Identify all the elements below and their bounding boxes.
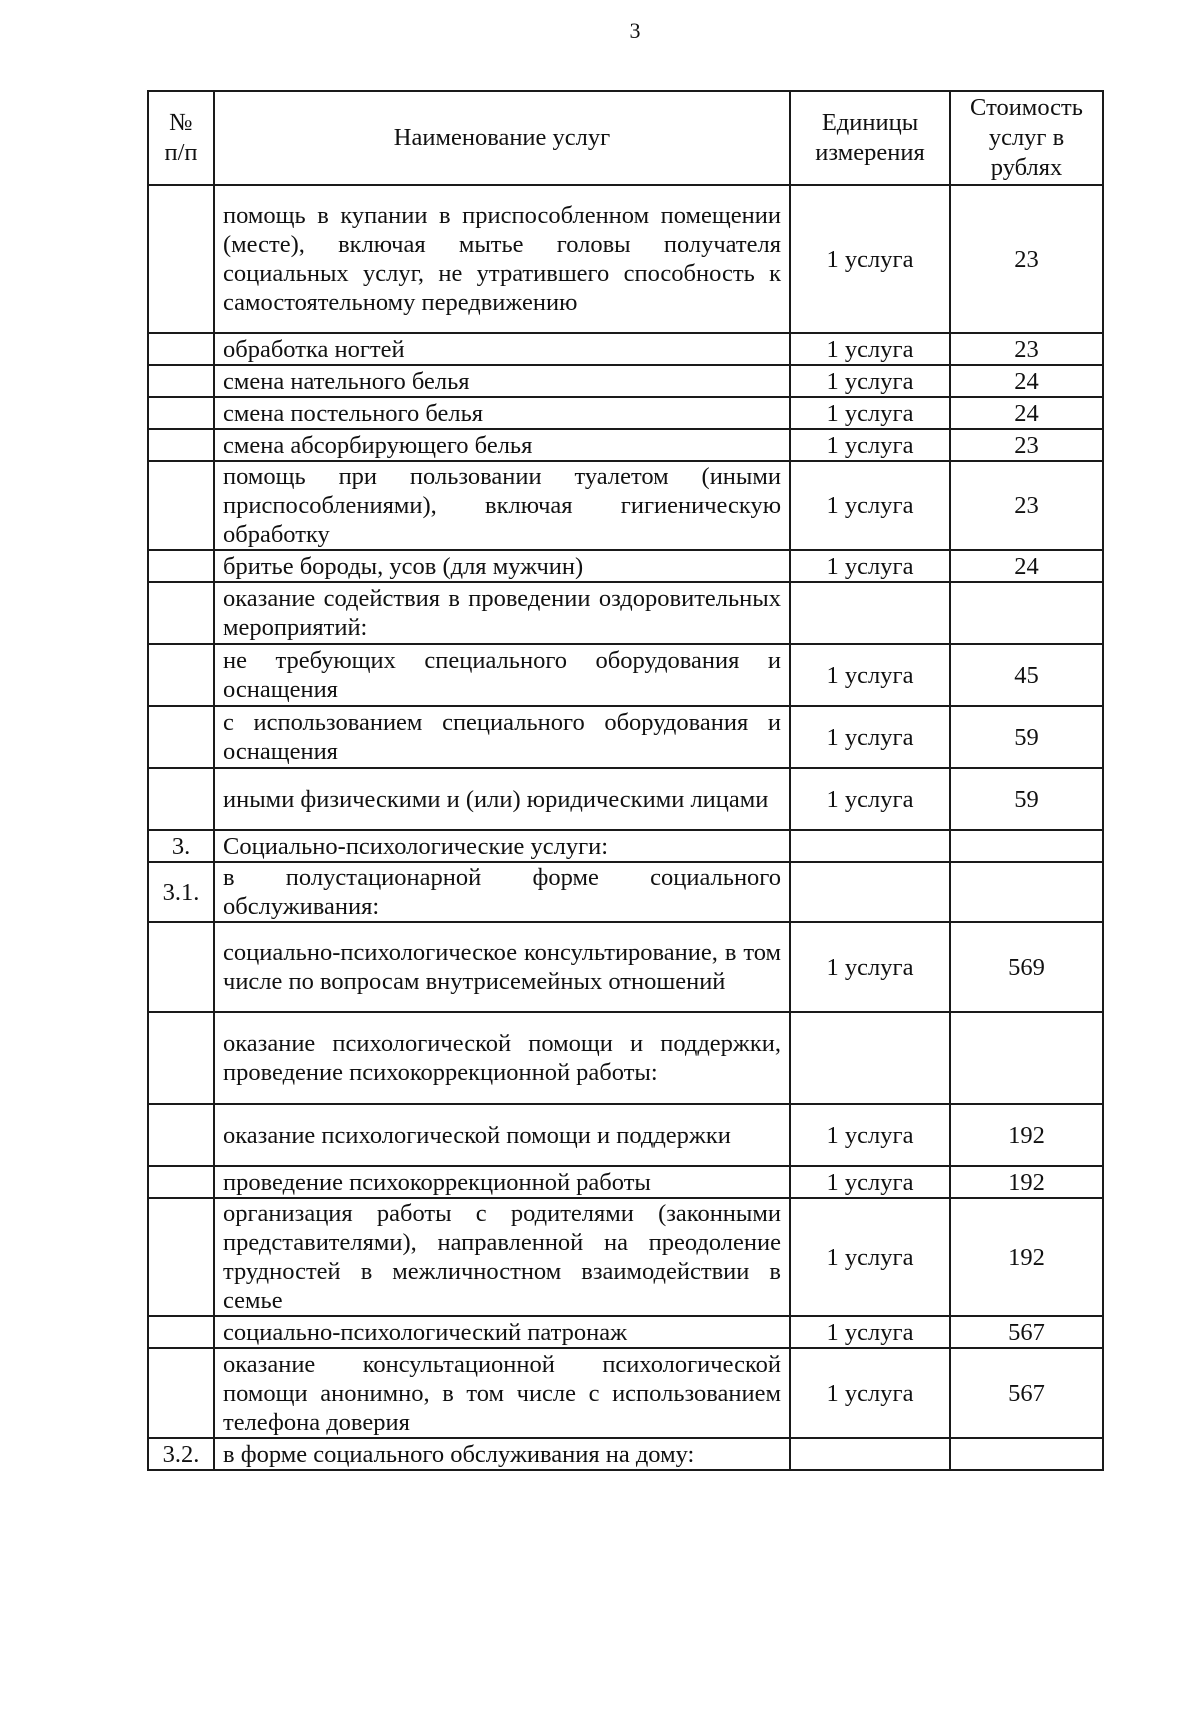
row-number-cell (148, 582, 214, 644)
unit-cell: 1 услуга (790, 1316, 950, 1348)
table-row (148, 365, 1103, 397)
price-cell: 192 (950, 1104, 1103, 1166)
table-row (148, 862, 1103, 922)
row-number-cell (148, 1198, 214, 1316)
unit-cell: 1 услуга (790, 550, 950, 582)
row-number-cell (148, 550, 214, 582)
row-number-cell: 3.1. (148, 862, 214, 922)
row-number-cell (148, 365, 214, 397)
row-number-cell (148, 1316, 214, 1348)
header-price: Стоимость услуг в рублях (950, 91, 1103, 185)
price-cell: 567 (950, 1316, 1103, 1348)
unit-cell (790, 830, 950, 862)
table-row (148, 768, 1103, 830)
row-number-cell (148, 397, 214, 429)
unit-cell: 1 услуга (790, 1348, 950, 1438)
service-name-cell: смена нательного белья (214, 365, 790, 397)
service-name-cell: смена абсорбирующего белья (214, 429, 790, 461)
table-row (148, 706, 1103, 768)
unit-cell: 1 услуга (790, 922, 950, 1012)
service-name-cell: помощь при пользовании туалетом (иными приспособлениями), включая гигиеническую обработку (214, 461, 790, 550)
price-cell: 23 (950, 185, 1103, 333)
header-num: № п/п (148, 91, 214, 185)
unit-cell: 1 услуга (790, 706, 950, 768)
table-row (148, 922, 1103, 1012)
table-row (148, 1166, 1103, 1198)
price-cell: 59 (950, 768, 1103, 830)
service-name-cell: Социально-психологические услуги: (214, 830, 790, 862)
unit-cell: 1 услуга (790, 1198, 950, 1316)
unit-cell: 1 услуга (790, 461, 950, 550)
price-cell: 23 (950, 429, 1103, 461)
service-name-cell: в форме социального обслуживания на дому: (214, 1438, 790, 1470)
row-number-cell (148, 1348, 214, 1438)
price-cell: 45 (950, 644, 1103, 706)
service-name-cell: помощь в купании в приспособленном помещении (месте), включая мытье головы получателя социальных услуг, не утратившего способность к самостоятельному передвижению (214, 185, 790, 333)
price-cell (950, 1438, 1103, 1470)
table-row (148, 644, 1103, 706)
row-number-cell (148, 706, 214, 768)
row-number-cell (148, 922, 214, 1012)
table-row (148, 461, 1103, 550)
service-name-cell: социально-психологический патронаж (214, 1316, 790, 1348)
row-number-cell (148, 1166, 214, 1198)
table-row (148, 582, 1103, 644)
table-row (148, 1104, 1103, 1166)
service-name-cell: смена постельного белья (214, 397, 790, 429)
price-cell (950, 862, 1103, 922)
unit-cell: 1 услуга (790, 429, 950, 461)
price-cell: 567 (950, 1348, 1103, 1438)
unit-cell (790, 1012, 950, 1104)
price-cell: 23 (950, 333, 1103, 365)
table-row (148, 333, 1103, 365)
table-header-row (148, 91, 1103, 185)
service-name-cell: оказание содействия в проведении оздоровительных мероприятий: (214, 582, 790, 644)
unit-cell: 1 услуга (790, 185, 950, 333)
page-number: 3 (629, 18, 641, 43)
table-row (148, 185, 1103, 333)
price-cell: 569 (950, 922, 1103, 1012)
row-number-cell (148, 1104, 214, 1166)
table-row (148, 429, 1103, 461)
service-name-cell: социально-психологическое консультирование, в том числе по вопросам внутрисемейных отношений (214, 922, 790, 1012)
price-cell: 23 (950, 461, 1103, 550)
unit-cell: 1 услуга (790, 768, 950, 830)
row-number-cell (148, 461, 214, 550)
row-number-cell: 3. (148, 830, 214, 862)
row-number-cell (148, 644, 214, 706)
service-name-cell: с использованием специального оборудования и оснащения (214, 706, 790, 768)
header-unit: Единицы измерения (790, 91, 950, 185)
service-name-cell: иными физическими и (или) юридическими лицами (214, 768, 790, 830)
service-name-cell: в полустационарной форме социального обслуживания: (214, 862, 790, 922)
service-name-cell: оказание психологической помощи и поддержки, проведение психокоррекционной работы: (214, 1012, 790, 1104)
unit-cell: 1 услуга (790, 333, 950, 365)
service-name-cell: проведение психокоррекционной работы (214, 1166, 790, 1198)
service-name-cell: обработка ногтей (214, 333, 790, 365)
unit-cell: 1 услуга (790, 365, 950, 397)
unit-cell: 1 услуга (790, 397, 950, 429)
table-row (148, 830, 1103, 862)
price-cell: 59 (950, 706, 1103, 768)
price-cell: 192 (950, 1166, 1103, 1198)
table-row (148, 1316, 1103, 1348)
unit-cell (790, 582, 950, 644)
row-number-cell (148, 429, 214, 461)
unit-cell: 1 услуга (790, 1104, 950, 1166)
price-cell (950, 830, 1103, 862)
price-cell: 192 (950, 1198, 1103, 1316)
service-name-cell: бритье бороды, усов (для мужчин) (214, 550, 790, 582)
price-cell (950, 582, 1103, 644)
price-cell: 24 (950, 397, 1103, 429)
services-price-table (147, 90, 1104, 1471)
table-row (148, 550, 1103, 582)
service-name-cell: оказание консультационной психологической помощи анонимно, в том числе с использованием телефона доверия (214, 1348, 790, 1438)
service-name-cell: организация работы с родителями (законными представителями), направленной на преодоление трудностей в межличностном взаимодействии в семье (214, 1198, 790, 1316)
row-number-cell (148, 185, 214, 333)
table-row (148, 397, 1103, 429)
unit-cell (790, 862, 950, 922)
price-cell (950, 1012, 1103, 1104)
price-cell: 24 (950, 365, 1103, 397)
table-row (148, 1198, 1103, 1316)
table-row (148, 1348, 1103, 1438)
unit-cell: 1 услуга (790, 644, 950, 706)
row-number-cell: 3.2. (148, 1438, 214, 1470)
header-name: Наименование услуг (214, 91, 790, 185)
row-number-cell (148, 333, 214, 365)
table-row (148, 1438, 1103, 1470)
table-row (148, 1012, 1103, 1104)
unit-cell: 1 услуга (790, 1166, 950, 1198)
row-number-cell (148, 1012, 214, 1104)
row-number-cell (148, 768, 214, 830)
service-name-cell: оказание психологической помощи и поддержки (214, 1104, 790, 1166)
unit-cell (790, 1438, 950, 1470)
price-cell: 24 (950, 550, 1103, 582)
service-name-cell: не требующих специального оборудования и оснащения (214, 644, 790, 706)
